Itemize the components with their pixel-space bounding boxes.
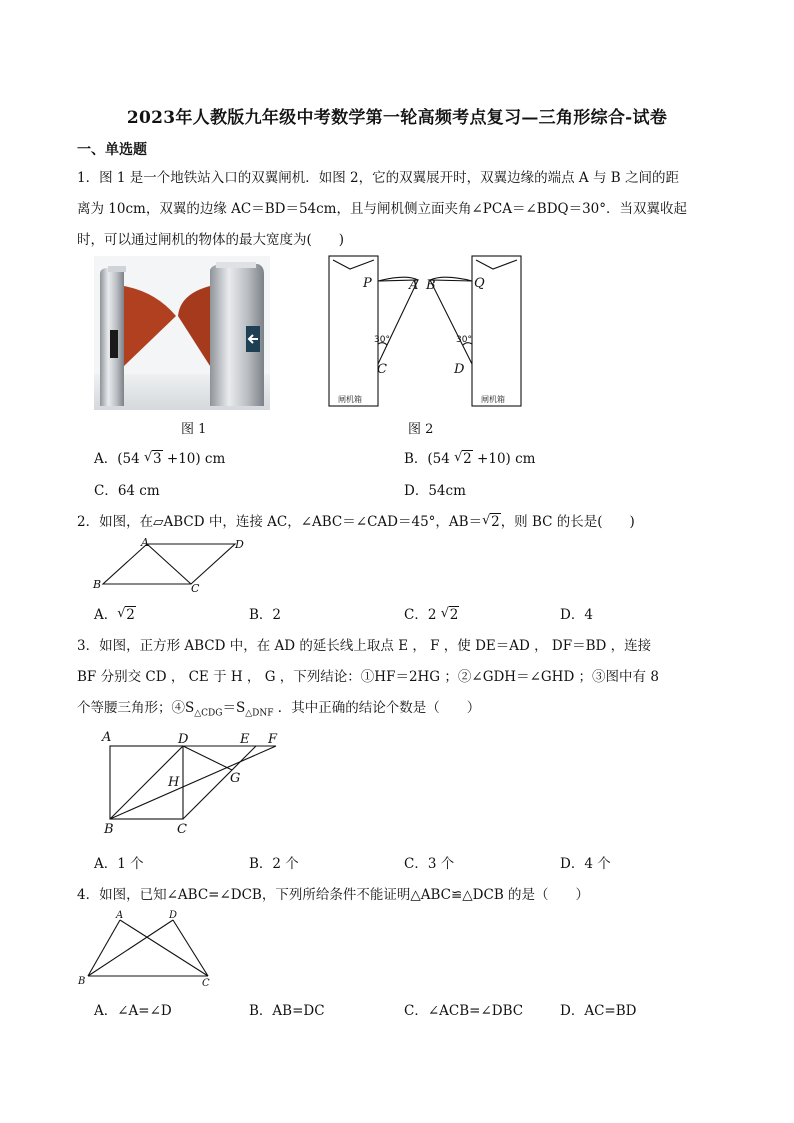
label-A: A [116, 910, 124, 921]
q2-text-pre: 2．如图，在▱ABCD 中，连接 AC，∠ABC＝∠CAD＝45°，AB＝ [77, 514, 483, 530]
q3-option-a[interactable]: A．1 个 [94, 856, 144, 872]
sqrt-symbol [117, 607, 136, 623]
segment-dc [173, 920, 208, 976]
right-wing-edges [430, 280, 472, 364]
segment-ab [88, 920, 120, 976]
q3-sub-1: △CDG [194, 708, 223, 719]
section-heading: 一、单选题 [77, 142, 147, 158]
left-cabinet-panel [110, 330, 118, 358]
sqrt-symbol [454, 451, 473, 467]
label-A: A [409, 278, 419, 293]
q2-option-a[interactable] [94, 603, 136, 623]
q1-text-line-2: 离为 10cm，双翼的边缘 AC＝BD＝54cm，且与闸机侧立面夹角∠PCA＝∠BDQ＝30°．当双翼收起 [77, 201, 688, 217]
q2-option-d[interactable]: D．4 [560, 607, 593, 623]
label-B: B [426, 278, 436, 293]
box-label-right: 闸机箱 [481, 395, 505, 404]
q3-option-b[interactable]: B．2 个 [249, 856, 299, 872]
q1-option-a[interactable] [94, 447, 225, 467]
label-C: C [177, 822, 187, 837]
q2-option-c[interactable] [404, 603, 459, 623]
page-title: 2023年人教版九年级中考数学第一轮高频考点复习—三角形综合-试卷 [126, 108, 668, 128]
q2-option-c-radicand: 2 [449, 607, 459, 623]
right-gate-fold [476, 260, 517, 269]
q3-text-line-3-pre: 个等腰三角形；④S [77, 700, 195, 716]
q1-option-b-pre: B．(54 [404, 451, 455, 467]
box-label-left: 闸机箱 [338, 395, 362, 404]
q4-option-d[interactable]: D．AC=BD [560, 1003, 637, 1019]
q3-text-line-2: BF 分别交 CD ， CE 于 H ， G ，下列结论：①HF＝2HG ；②∠GDH＝∠GHD ；③图中有 8 [77, 669, 659, 685]
label-B: B [93, 578, 102, 591]
sqrt-symbol [144, 451, 163, 467]
line-bf [110, 746, 276, 819]
q3-eq: ＝S [222, 700, 246, 716]
q2-text-radicand: 2 [491, 514, 500, 530]
square-diagram [98, 726, 288, 838]
label-D: D [454, 362, 465, 377]
q2-option-c-pre: C．2 [404, 607, 441, 623]
q2-option-a-pre: A． [94, 607, 118, 623]
right-cabinet-top [216, 262, 256, 268]
gate-diagram [326, 252, 522, 410]
triangle-diagram [74, 908, 214, 990]
q4-option-a[interactable]: A．∠A=∠D [94, 1003, 172, 1019]
label-C: C [191, 582, 200, 594]
sqrt-symbol [441, 607, 460, 623]
q2-text [77, 510, 635, 530]
q1-option-c[interactable]: C．64 cm [94, 483, 160, 499]
sqrt-symbol [482, 514, 501, 530]
q3-text-line-3-post: ．其中正确的结论个数是（ ） [273, 700, 481, 716]
q3-sub-2: △DNF [245, 708, 274, 719]
label-C: C [202, 978, 210, 989]
fig2-caption: 图 2 [408, 422, 434, 437]
label-A: A [141, 536, 149, 549]
q1-option-b-radicand: 2 [463, 451, 472, 467]
segment-bd [88, 920, 173, 976]
parallelogram-diagram [90, 536, 250, 594]
q1-option-a-radicand: 3 [153, 451, 162, 467]
line-dg [183, 746, 232, 770]
q4-text: 4．如图，已知∠ABC=∠DCB，下列所给条件不能证明△ABC≌△DCB 的是（ ） [77, 887, 590, 903]
q2-option-b[interactable]: B．2 [249, 607, 282, 623]
q3-text-line-1: 3．如图，正方形 ABCD 中，在 AD 的延长线上取点 E ， F ，使 DE＝AD ， DF＝BD ，连接 [77, 638, 652, 654]
label-H: H [168, 775, 180, 790]
q4-option-c[interactable]: C．∠ACB=∠DBC [404, 1003, 524, 1019]
angle-30-left: 30° [374, 335, 390, 345]
fig1-caption: 图 1 [181, 422, 207, 437]
q1-option-d[interactable]: D．54cm [404, 483, 466, 499]
label-D: D [235, 538, 244, 551]
label-C: C [377, 362, 387, 377]
q1-text-line-3: 时，可以通过闸机的物体的最大宽度为( ) [77, 232, 345, 248]
diagonal-ac [147, 544, 191, 584]
label-Q: Q [474, 276, 485, 291]
label-P: P [363, 276, 372, 291]
label-D: D [178, 732, 189, 747]
turnstile-photo [94, 256, 270, 410]
q1-option-a-pre: A．(54 [94, 451, 144, 467]
left-gate-fold [333, 260, 374, 269]
segment-ac [120, 920, 208, 976]
label-E: E [240, 732, 250, 747]
label-G: G [230, 771, 241, 786]
q4-option-b[interactable]: B．AB=DC [249, 1003, 325, 1019]
q1-option-b-post: +10) cm [472, 451, 536, 467]
label-B: B [104, 822, 114, 837]
label-F: F [268, 732, 278, 747]
q1-option-a-post: +10) cm [162, 451, 226, 467]
label-A: A [102, 730, 112, 745]
q3-text-line-3 [77, 696, 480, 719]
label-B: B [78, 976, 86, 987]
angle-30-right: 30° [456, 335, 472, 345]
label-D: D [169, 910, 178, 921]
q2-option-a-radicand: 2 [126, 607, 135, 623]
q2-text-post: ，则 BC 的长是( ) [500, 514, 635, 530]
q1-option-b[interactable] [404, 447, 535, 467]
q1-text-line-1: 1．图 1 是一个地铁站入口的双翼闸机．如图 2，它的双翼展开时，双翼边缘的端点 A 与 B 之间的距 [77, 170, 679, 186]
q3-option-c[interactable]: C．3 个 [404, 856, 455, 872]
q3-option-d[interactable]: D．4 个 [560, 856, 611, 872]
left-cabinet-top [108, 266, 126, 272]
